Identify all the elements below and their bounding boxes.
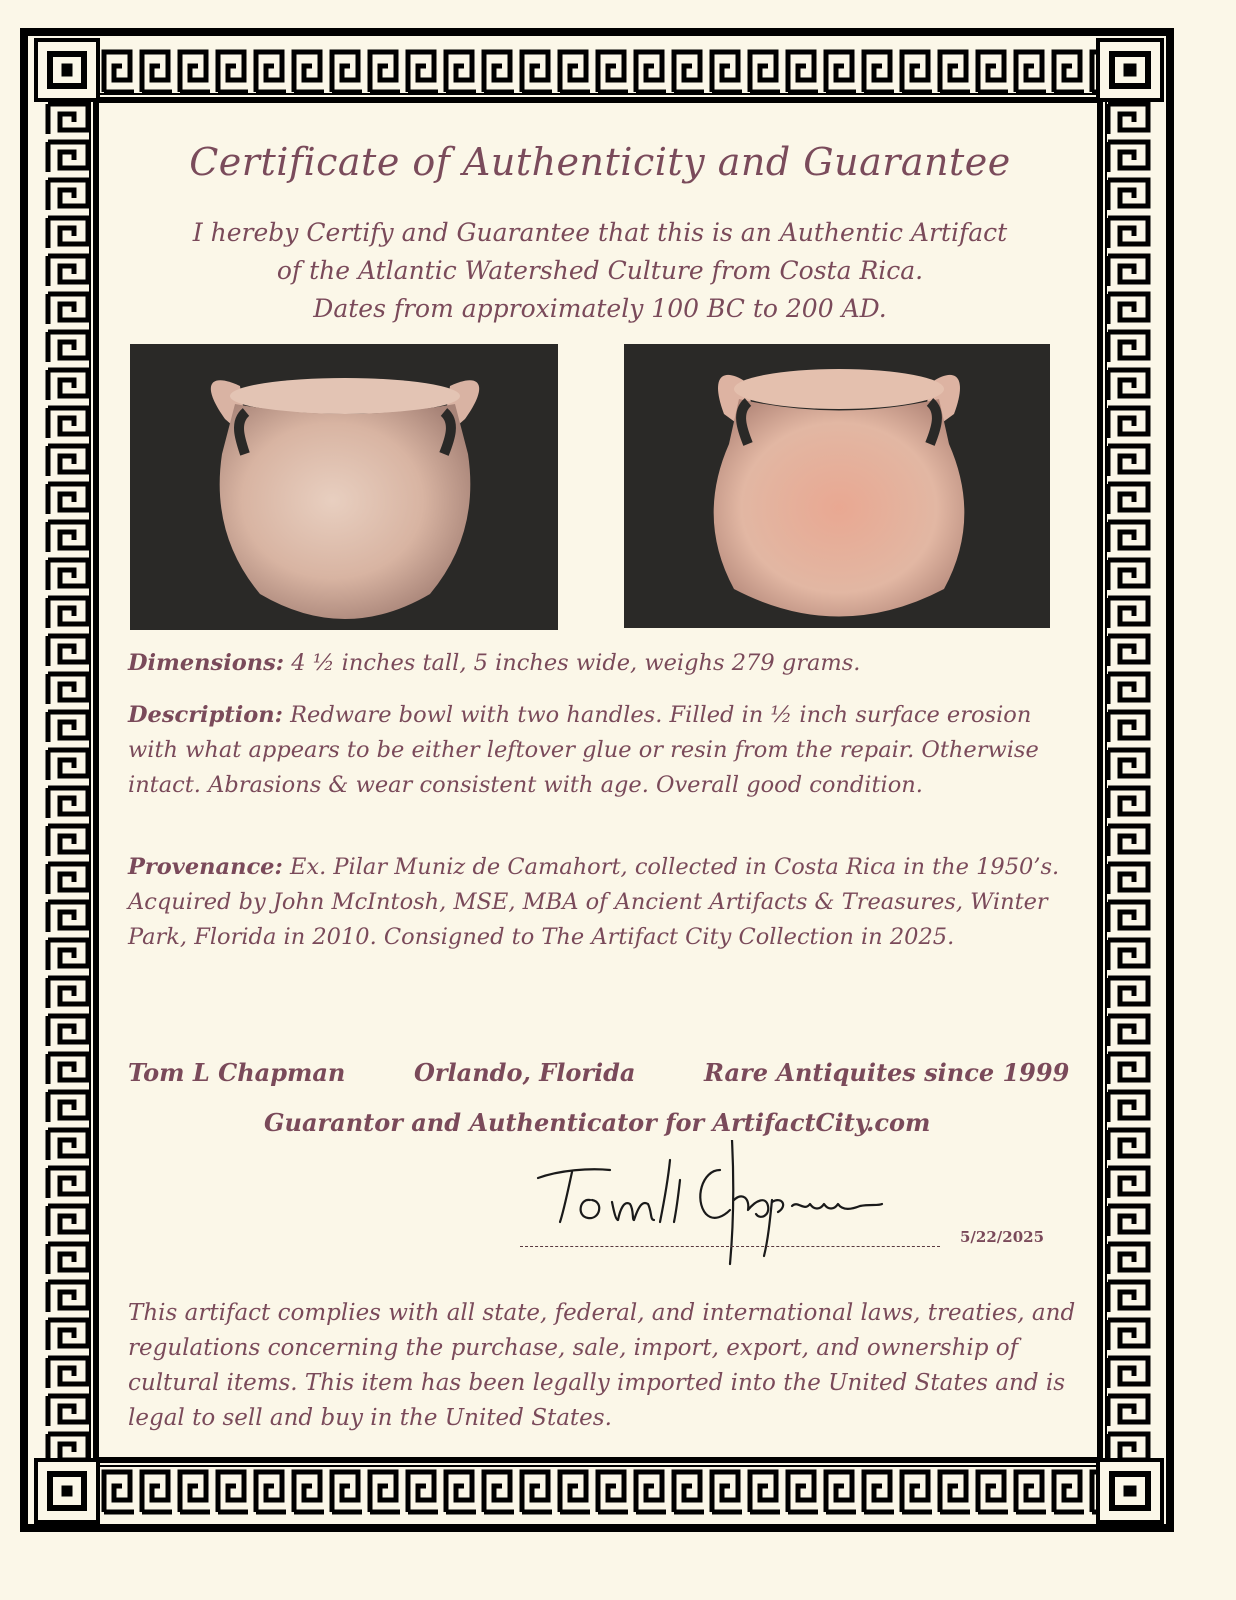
provenance-paragraph xyxy=(128,850,1078,955)
description-paragraph xyxy=(128,698,1078,803)
dimensions-text: 4 ½ inches tall, 5 inches wide, weighs 279 grams. xyxy=(284,650,861,676)
authenticator-location: Orlando, Florida xyxy=(414,1058,636,1087)
description-label: Description: xyxy=(128,702,283,728)
intro-line-3: Dates from approximately 100 BC to 200 AD. xyxy=(313,294,887,323)
provenance-text: Ex. Pilar Muniz de Camahort, collected in Costa Rica in the 1950’s. Acquired by John McIntosh, MSE, MBA of Ancient Artifacts & Treasures, Winter Park, Florida in 2010. Consigned to The Artifact City Collection in 2025. xyxy=(128,854,1060,950)
certificate-title: Certificate of Authenticity and Guarantee xyxy=(189,140,1011,184)
artifact-photo-front xyxy=(130,344,558,630)
intro-line-2: of the Atlantic Watershed Culture from Costa Rica. xyxy=(276,256,924,285)
signature-date: 5/22/2025 xyxy=(960,1228,1045,1246)
authenticator-name: Tom L Chapman xyxy=(128,1058,346,1087)
dimensions-label: Dimensions: xyxy=(128,650,285,676)
legal-statement: This artifact complies with all state, federal, and international laws, treaties, and regulations concerning the purchase, sale, import, export, and ownership of cultural items. This item has been legally imported into the United States and is legal to sell and buy in the United States. xyxy=(128,1300,1076,1431)
artifact-photo-side xyxy=(624,344,1050,628)
provenance-label: Provenance: xyxy=(128,854,283,880)
signature-line xyxy=(520,1246,940,1247)
dimensions-paragraph xyxy=(128,646,1078,681)
authenticator-role: Guarantor and Authenticator for ArtifactCity.com xyxy=(264,1108,931,1137)
intro-line-1: I hereby Certify and Guarantee that this is an Authentic Artifact xyxy=(192,218,1008,247)
authenticator-since: Rare Antiquites since 1999 xyxy=(704,1058,1070,1087)
signature xyxy=(520,1140,940,1270)
description-text: Redware bowl with two handles. Filled in ½ inch surface erosion with what appears to be either leftover glue or resin from the repair. Otherwise intact. Abrasions & wear consistent with age. Overall good condition. xyxy=(128,702,1039,798)
